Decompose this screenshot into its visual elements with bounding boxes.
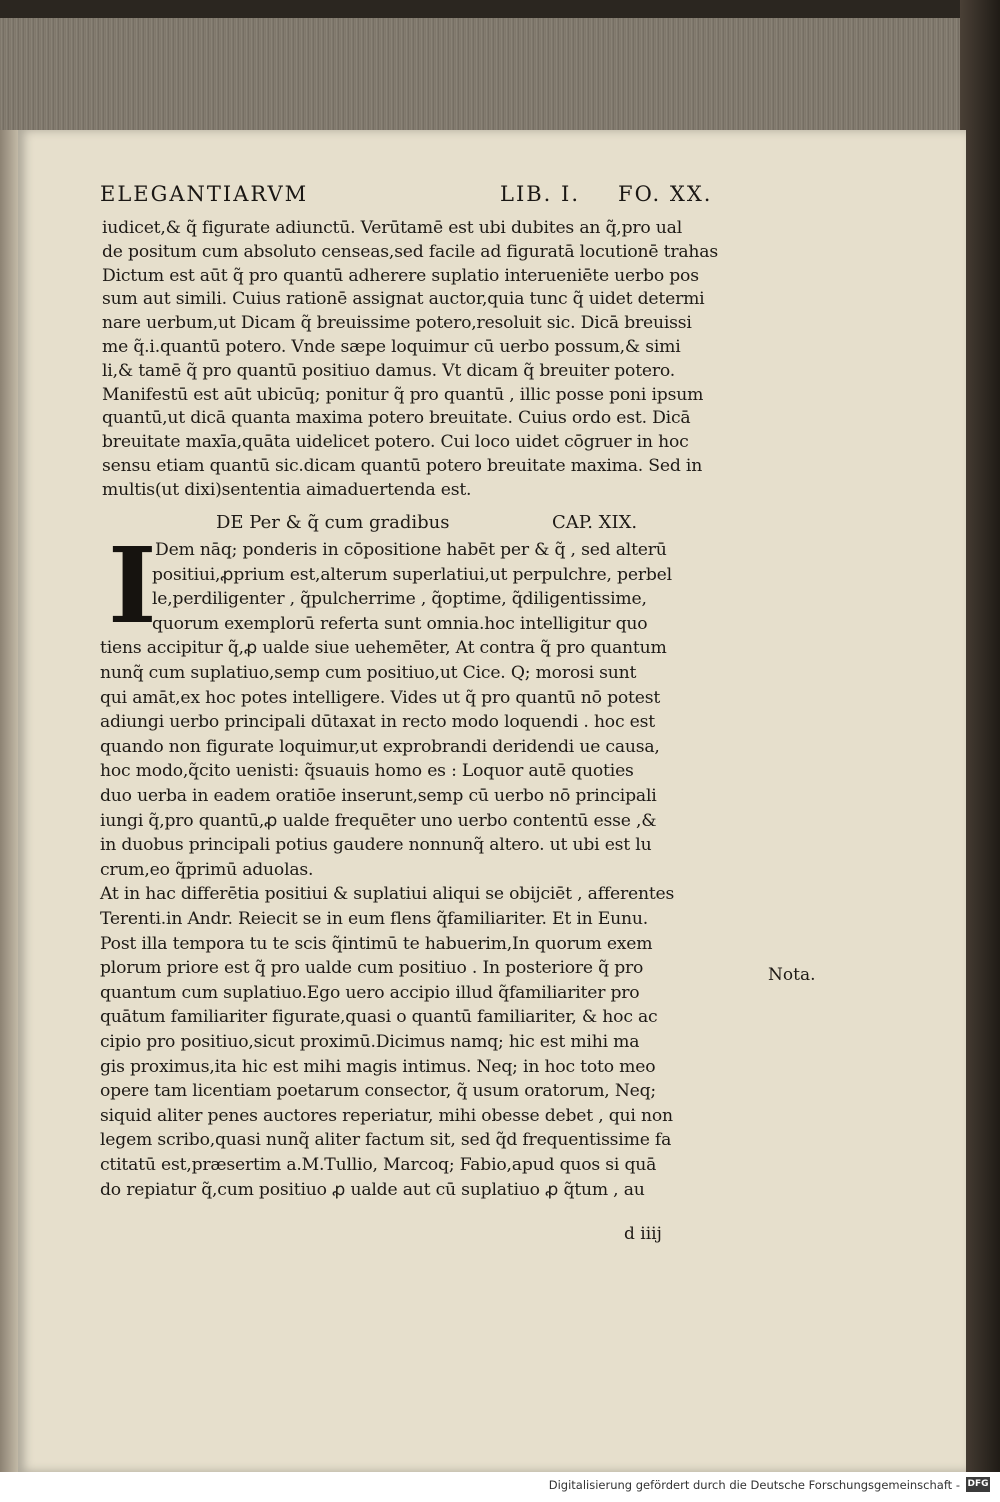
- book-top-edge: [0, 0, 985, 143]
- dfg-logo-icon: DFG: [966, 1477, 990, 1492]
- text-line: plorum priore est q̃ pro ualde cum positiuo . In posteriore q̃ pro: [100, 958, 644, 979]
- signature-mark: d iiij: [624, 1224, 662, 1244]
- header-left: ELEGANTIARVM: [100, 182, 309, 206]
- text-line: sensu etiam quantū sic.dicam quantū potero breuitate maxima. Sed in: [102, 456, 703, 476]
- text-line: iungi q̃,pro quantū,ꝓ ualde frequēter uno uerbo contentū esse ,&: [100, 810, 657, 831]
- text-line: quātum familiariter figurate,quasi o quantū familiariter, & hoc ac: [100, 1007, 658, 1028]
- footer-credit: Digitalisierung gefördert durch die Deutsche Forschungsgemeinschaft -: [548, 1478, 960, 1492]
- text-line: in duobus principali potius gaudere nonnunq̃ altero. ut ubi est lu: [100, 835, 652, 856]
- text-line: li,& tamē q̃ pro quantū positiuo damus. Vt dicam q̃ breuiter potero.: [102, 360, 675, 381]
- text-line: ctitatū est,præsertim a.M.Tullio, Marcoq; Fabio,apud quos si quā: [100, 1155, 657, 1175]
- text-line: iudicet,& q̃ figurate adiunctū. Verūtamē est ubi dubites an q̃,pro ual: [102, 218, 683, 238]
- text-line: quantum cum suplatiuo.Ego uero accipio illud q̃familiariter pro: [100, 982, 640, 1003]
- text-line: me q̃.i.quantū potero. Vnde sæpe loquimur cū uerbo possum,& simi: [102, 337, 681, 357]
- text-line: quorum exemplorū referta sunt omnia.hoc intelligitur quo: [152, 613, 648, 634]
- text-line: nunq̃ cum suplatiuo,semp cum positiuo,ut Cice. Q; morosi sunt: [100, 663, 637, 683]
- text-line: positiui,ꝓprium est,alterum superlatiui,ut perpulchre, perbel: [152, 564, 672, 585]
- text-line: le,perdiligenter , q̃pulcherrime , q̃optime, q̃diligentissime,: [152, 589, 647, 610]
- text-line: sum aut simili. Cuius rationē assignat auctor,quia tunc q̃ uidet determi: [102, 289, 705, 310]
- text-line: quantū,ut dicā quanta maxima potero breuitate. Cuius ordo est. Dicā: [102, 408, 691, 429]
- text-line: Terenti.in Andr. Reiecit se in eum flens q̃familiariter. Et in Eunu.: [100, 909, 648, 929]
- text-line: gis proximus,ita hic est mihi magis intimus. Neq; in hoc toto meo: [100, 1056, 656, 1077]
- text-line: cipio pro positiuo,sicut proximū.Dicimus namq; hic est mihi ma: [100, 1032, 640, 1052]
- text-line: qui amāt,ex hoc potes intelligere. Vides ut q̃ pro quantū nō potest: [100, 687, 661, 708]
- text-line: hoc modo,q̃cito uenisti: q̃suauis homo es : Loquor autē quoties: [100, 761, 634, 782]
- header-center: LIB. I.: [500, 182, 580, 206]
- drop-cap-initial: I: [108, 524, 157, 647]
- chapter-title: DE Per & q̃ cum gradibus: [216, 512, 450, 533]
- book-cover-edge: [960, 0, 1000, 1472]
- chapter-number: CAP. XIX.: [552, 512, 638, 533]
- text-line: quando non figurate loquimur,ut exprobrandi deridendi ue causa,: [100, 736, 660, 757]
- running-header: [100, 182, 770, 212]
- book-shadow: [0, 0, 1000, 18]
- header-right: FO. XX.: [618, 182, 713, 206]
- text-line: breuitate maxīa,quāta uidelicet potero. Cui loco uidet cōgruer in hoc: [102, 432, 689, 453]
- text-line: opere tam licentiam poetarum consector, q̃ usum oratorum, Neq;: [100, 1081, 657, 1102]
- text-line: Post illa tempora tu te scis q̃intimū te habuerim,In quorum exem: [100, 933, 653, 954]
- text-line: de positum cum absoluto censeas,sed facile ad figuratā locutionē trahas: [102, 241, 718, 262]
- margin-note: Nota.: [768, 965, 816, 985]
- text-line: At in hac differētia positiui & suplatiui aliqui se obijciēt , afferentes: [100, 884, 675, 905]
- text-line: siquid aliter penes auctores reperiatur, mihi obesse debet , qui non: [100, 1105, 673, 1126]
- text-line: tiens accipitur q̃,ꝓ ualde siue uehemēter, At contra q̃ pro quantum: [100, 638, 667, 659]
- text-line: legem scribo,quasi nunq̃ aliter factum sit, sed q̃d frequentissime fa: [100, 1130, 672, 1151]
- text-line: Dictum est aūt q̃ pro quantū adherere suplatio interueniēte uerbo pos: [102, 265, 699, 286]
- text-line: crum,eo q̃primū aduolas.: [100, 859, 314, 880]
- text-line: nare uerbum,ut Dicam q̃ breuissime potero,resoluit sic. Dicā breuissi: [102, 313, 692, 334]
- text-line: Dem nāq; ponderis in cōpositione habēt per & q̃ , sed alterū: [155, 540, 667, 560]
- text-line: duo uerba in eadem oratiōe inserunt,semp cū uerbo nō principali: [100, 786, 657, 806]
- text-line: adiungi uerbo principali dūtaxat in recto modo loquendi . hoc est: [100, 712, 655, 733]
- text-line: do repiatur q̃,cum positiuo ꝓ ualde aut cū suplatiuo ꝓ q̃tum , au: [100, 1179, 645, 1200]
- text-line: multis(ut dixi)sententia aimaduertenda est.: [102, 479, 472, 500]
- text-line: Manifestū est aūt ubicūq; ponitur q̃ pro quantū , illic posse poni ipsum: [102, 384, 704, 405]
